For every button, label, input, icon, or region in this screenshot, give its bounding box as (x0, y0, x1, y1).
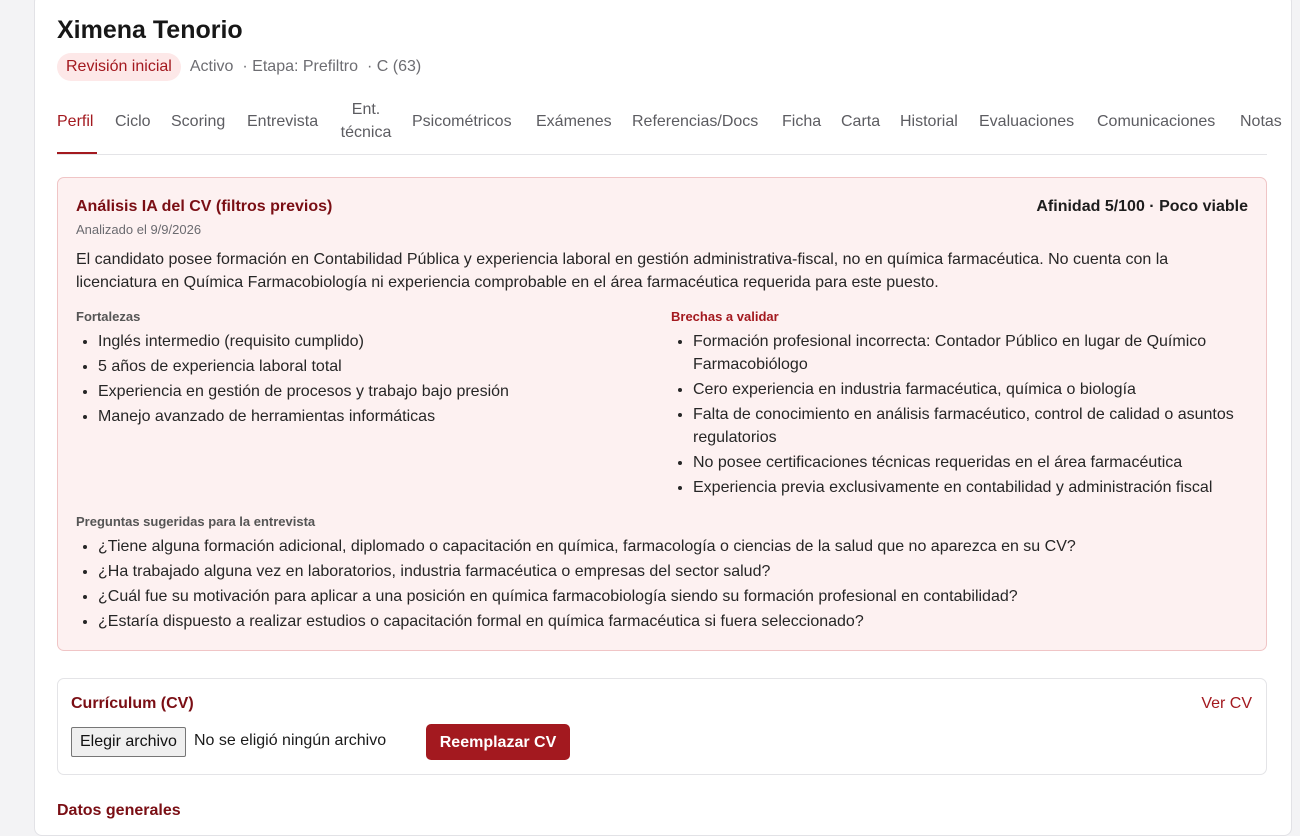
strength-item: • Manejo avanzado de herramientas informáticas (98, 405, 658, 428)
cv-panel (57, 678, 1267, 775)
analysis-summary: El candidato posee formación en Contabilidad Pública y experiencia laboral en gestión administrativa-fiscal, no en química farmacéutica. No cuenta con la licenciatura en Química Farmacobiología ni experiencia comprobable en el área farmacéutica requerida para este puesto. (76, 251, 1169, 291)
question-item: • ¿Cuál fue su motivación para aplicar a una posición en química farmacobiología siendo su formación profesional en contabilidad? (98, 585, 1273, 608)
question-item: • ¿Estaría dispuesto a realizar estudios o capacitación formal en química farmacéutica si fuera seleccionado? (98, 610, 1273, 633)
tab-evaluaciones[interactable]: Evaluaciones (979, 113, 1075, 130)
tab-entrevista[interactable]: Entrevista (247, 113, 319, 130)
gap-item: • No posee certificaciones técnicas requeridas en el área farmacéutica (693, 451, 1268, 474)
gap-item: • Experiencia previa exclusivamente en contabilidad y administración fiscal (693, 476, 1268, 499)
tab-bar (57, 96, 1282, 155)
question-item: • ¿Ha trabajado alguna vez en laboratorios, industria farmacéutica o empresas del sector salud? (98, 560, 1273, 583)
questions-list (76, 535, 1273, 635)
gap-item: • Falta de conocimiento en análisis farmacéutico, control de calidad o asuntos regulatorios (693, 403, 1268, 449)
tab-ciclo[interactable]: Ciclo (115, 113, 151, 130)
candidate-name: Ximena Tenorio (57, 16, 243, 44)
strengths-label: Fortalezas (76, 309, 141, 324)
active-tab-indicator (57, 152, 97, 154)
stage-text: · Etapa: Prefiltro (242, 58, 359, 75)
ai-analysis-title: Análisis IA del CV (filtros previos) (76, 198, 333, 215)
strength-item: • 5 años de experiencia laboral total (98, 355, 658, 378)
replace-cv-button[interactable]: Reemplazar CV (426, 724, 570, 760)
strength-item: • Experiencia en gestión de procesos y trabajo bajo presión (98, 380, 658, 403)
analysis-date: Analizado el 9/9/2026 (76, 222, 202, 237)
strength-item: • Inglés intermedio (requisito cumplido) (98, 330, 658, 353)
gap-item: • Cero experiencia en industria farmacéutica, química o biología (693, 378, 1268, 401)
questions-label: Preguntas sugeridas para la entrevista (76, 514, 316, 529)
tab-ent-tecnica[interactable]: Ent. técnica (340, 101, 392, 141)
affinity-score: Afinidad 5/100 · Poco viable (1036, 198, 1248, 215)
gaps-list (671, 330, 1268, 501)
tab-carta[interactable]: Carta (841, 113, 881, 130)
file-status-text: No se eligió ningún archivo (194, 732, 387, 749)
gaps-label: Brechas a validar (671, 309, 779, 324)
tab-perfil[interactable]: Perfil (57, 113, 94, 130)
tab-psicometricos[interactable]: Psicométricos (412, 113, 512, 130)
gap-item: • Formación profesional incorrecta: Contador Público en lugar de Químico Farmacobiólogo (693, 330, 1268, 376)
cv-title: Currículum (CV) (71, 695, 194, 712)
tab-comunicaciones[interactable]: Comunicaciones (1097, 113, 1216, 130)
strengths-list (76, 330, 658, 430)
tab-ficha[interactable]: Ficha (782, 113, 822, 130)
status-text: Activo (189, 58, 234, 75)
tab-examenes[interactable]: Exámenes (536, 113, 612, 130)
stage-badge: Revisión inicial (57, 53, 181, 81)
tab-historial[interactable]: Historial (900, 113, 958, 130)
view-cv-link[interactable]: Ver CV (1201, 695, 1252, 712)
choose-file-button[interactable]: Elegir archivo (71, 727, 186, 757)
question-item: • ¿Tiene alguna formación adicional, diplomado o capacitación en química, farmacología o ciencias de la salud que no aparezca en su CV? (98, 535, 1273, 558)
tab-notas[interactable]: Notas (1240, 113, 1282, 130)
tab-scoring[interactable]: Scoring (171, 113, 226, 130)
tab-referencias-docs[interactable]: Referencias/Docs (632, 113, 759, 130)
general-data-heading: Datos generales (57, 802, 181, 819)
candidate-meta (57, 53, 421, 81)
grade-text: · C (63) (367, 58, 422, 75)
ai-analysis-panel (57, 177, 1267, 651)
